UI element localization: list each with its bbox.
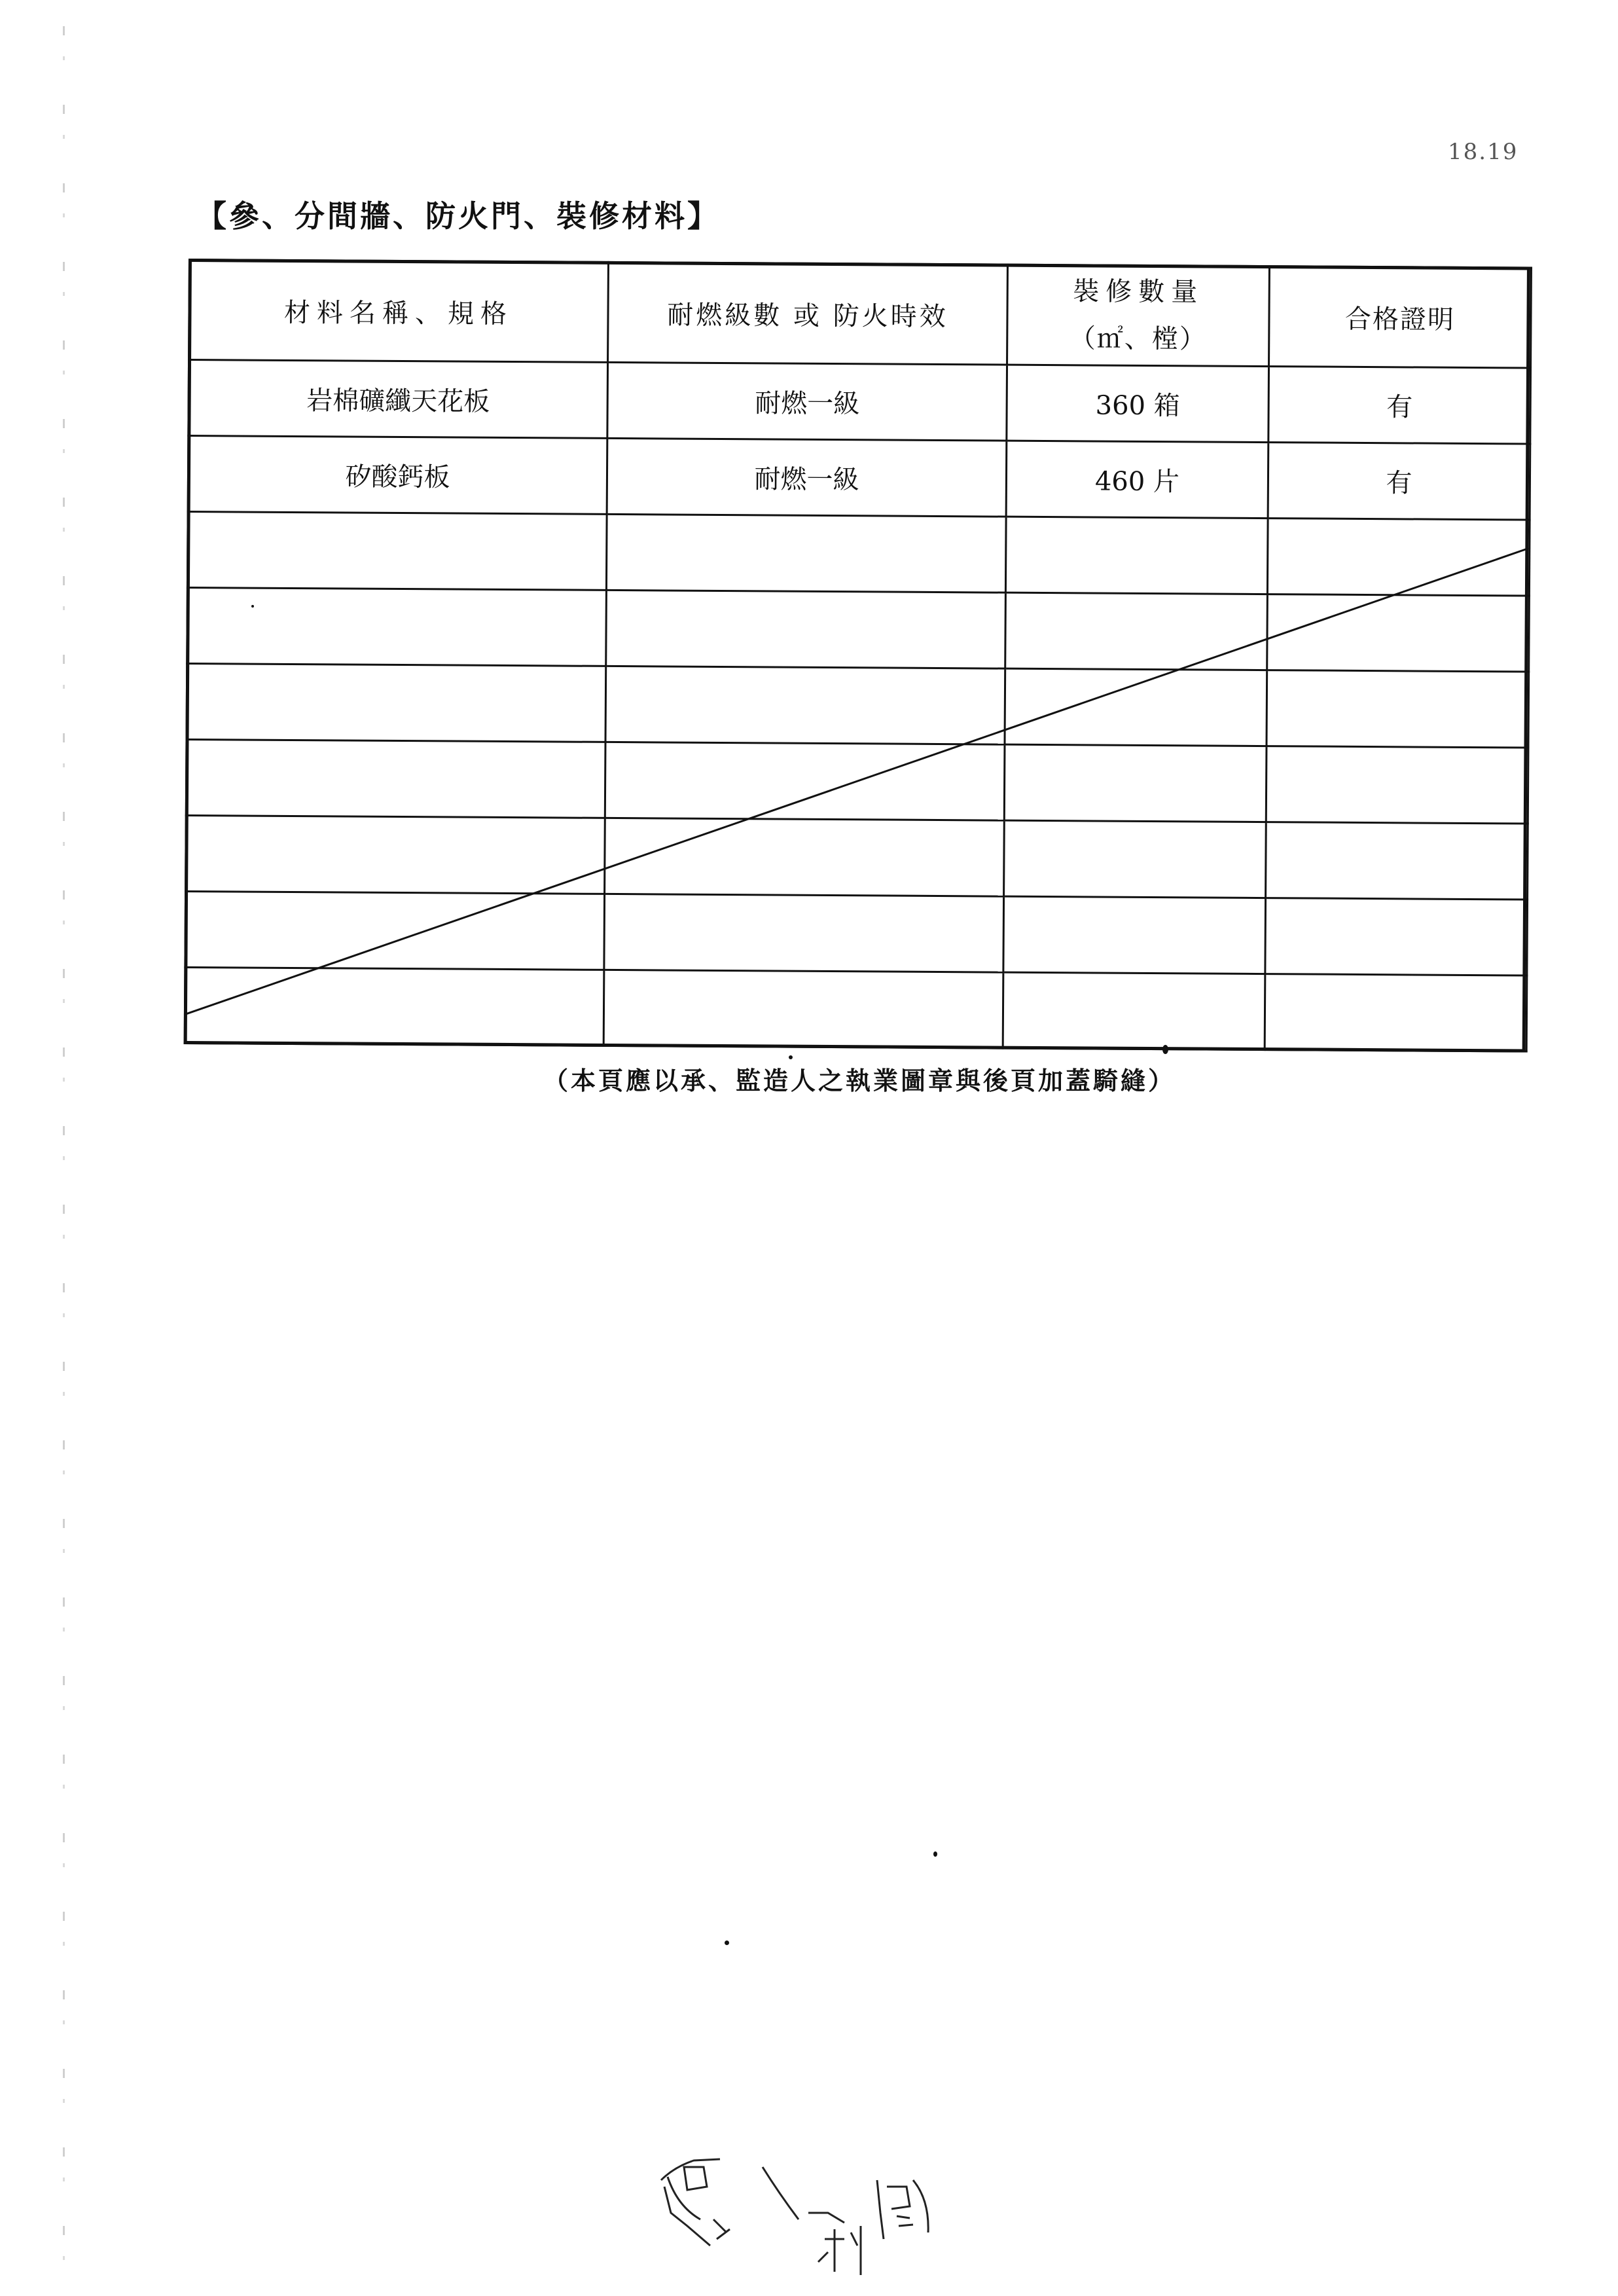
table-row bbox=[185, 891, 1528, 975]
cell-name bbox=[187, 663, 606, 742]
cell-rating bbox=[606, 514, 1006, 592]
cell-rating: 耐燃一級 bbox=[607, 362, 1007, 441]
cell-rating bbox=[605, 742, 1005, 820]
header-quantity-line1: 裝修數量 bbox=[1073, 276, 1204, 308]
table-row bbox=[187, 663, 1529, 748]
cell-quantity bbox=[1003, 972, 1265, 1049]
cell-certificate bbox=[1265, 898, 1528, 975]
cell-name bbox=[186, 739, 605, 818]
cell-name bbox=[186, 815, 605, 894]
cell-quantity bbox=[1005, 668, 1267, 746]
cell-quantity: 360 箱 bbox=[1007, 365, 1269, 442]
cell-quantity bbox=[1003, 896, 1266, 974]
scan-speck bbox=[725, 1941, 729, 1945]
cell-name bbox=[187, 587, 607, 666]
table-row bbox=[186, 739, 1528, 824]
seal-stroke bbox=[713, 2219, 730, 2239]
seal-stroke bbox=[763, 2167, 799, 2219]
header-quantity bbox=[1007, 264, 1270, 366]
cell-quantity bbox=[1004, 820, 1267, 898]
cell-certificate bbox=[1267, 670, 1529, 748]
cell-quantity: 460 片 bbox=[1006, 441, 1268, 518]
header-rating: 耐燃級數 或 防火時效 bbox=[608, 262, 1008, 365]
cell-certificate bbox=[1265, 974, 1527, 1051]
cell-quantity bbox=[1004, 744, 1267, 822]
scan-speck bbox=[789, 1055, 793, 1059]
seal-stroke bbox=[913, 2180, 928, 2232]
cell-certificate: 有 bbox=[1268, 443, 1530, 520]
cell-name bbox=[185, 891, 605, 970]
seal-stroke bbox=[818, 2229, 844, 2272]
header-certificate: 合格證明 bbox=[1269, 266, 1532, 368]
table-row bbox=[187, 512, 1530, 596]
header-quantity-line2: （㎡、樘） bbox=[1069, 323, 1207, 355]
cell-certificate bbox=[1266, 746, 1528, 824]
header-name-spec: 材料名稱、規格 bbox=[189, 260, 609, 363]
seal-stroke bbox=[897, 2216, 913, 2226]
table-row bbox=[185, 967, 1527, 1051]
cell-rating: 耐燃一級 bbox=[607, 438, 1007, 517]
cell-name: 矽酸鈣板 bbox=[188, 436, 607, 515]
seal-stroke bbox=[684, 2167, 707, 2190]
cell-certificate bbox=[1267, 594, 1530, 672]
cell-certificate bbox=[1267, 519, 1530, 596]
footnote: （本頁應以承、監造人之執業圖章與後頁加蓋騎縫） bbox=[543, 1066, 1176, 1095]
materials-table bbox=[184, 259, 1532, 1053]
seal-stamp bbox=[648, 2141, 949, 2296]
scan-speck bbox=[251, 605, 254, 608]
cell-name bbox=[187, 512, 607, 591]
cell-quantity bbox=[1005, 592, 1268, 670]
cell-rating bbox=[606, 590, 1006, 668]
table-row bbox=[189, 360, 1531, 445]
cell-name bbox=[185, 967, 604, 1046]
cell-rating bbox=[605, 666, 1005, 744]
cell-rating bbox=[605, 818, 1005, 896]
table-row bbox=[187, 587, 1530, 672]
page-number: 18.19 bbox=[1448, 139, 1519, 165]
section-title: 【參、分間牆、防火門、裝修材料】 bbox=[196, 198, 720, 234]
seal-stroke bbox=[661, 2159, 720, 2180]
scan-speck bbox=[1162, 1045, 1168, 1054]
scan-edge-artifact bbox=[63, 26, 65, 2278]
cell-quantity bbox=[1005, 517, 1268, 594]
cell-name: 岩棉礦纖天花板 bbox=[189, 360, 608, 439]
seal-stroke bbox=[808, 2213, 844, 2223]
cell-certificate: 有 bbox=[1268, 367, 1531, 444]
cell-rating bbox=[603, 970, 1003, 1048]
materials-table-container bbox=[184, 259, 1530, 1053]
seal-stroke bbox=[851, 2226, 861, 2275]
cell-certificate bbox=[1266, 822, 1528, 900]
seal-stroke bbox=[664, 2187, 710, 2246]
scan-speck bbox=[933, 1851, 937, 1857]
table-header-row bbox=[189, 260, 1532, 369]
seal-stroke bbox=[877, 2180, 884, 2239]
table-row bbox=[188, 436, 1530, 520]
seal-stroke bbox=[887, 2187, 910, 2209]
table-row bbox=[186, 815, 1528, 900]
cell-rating bbox=[604, 894, 1004, 972]
